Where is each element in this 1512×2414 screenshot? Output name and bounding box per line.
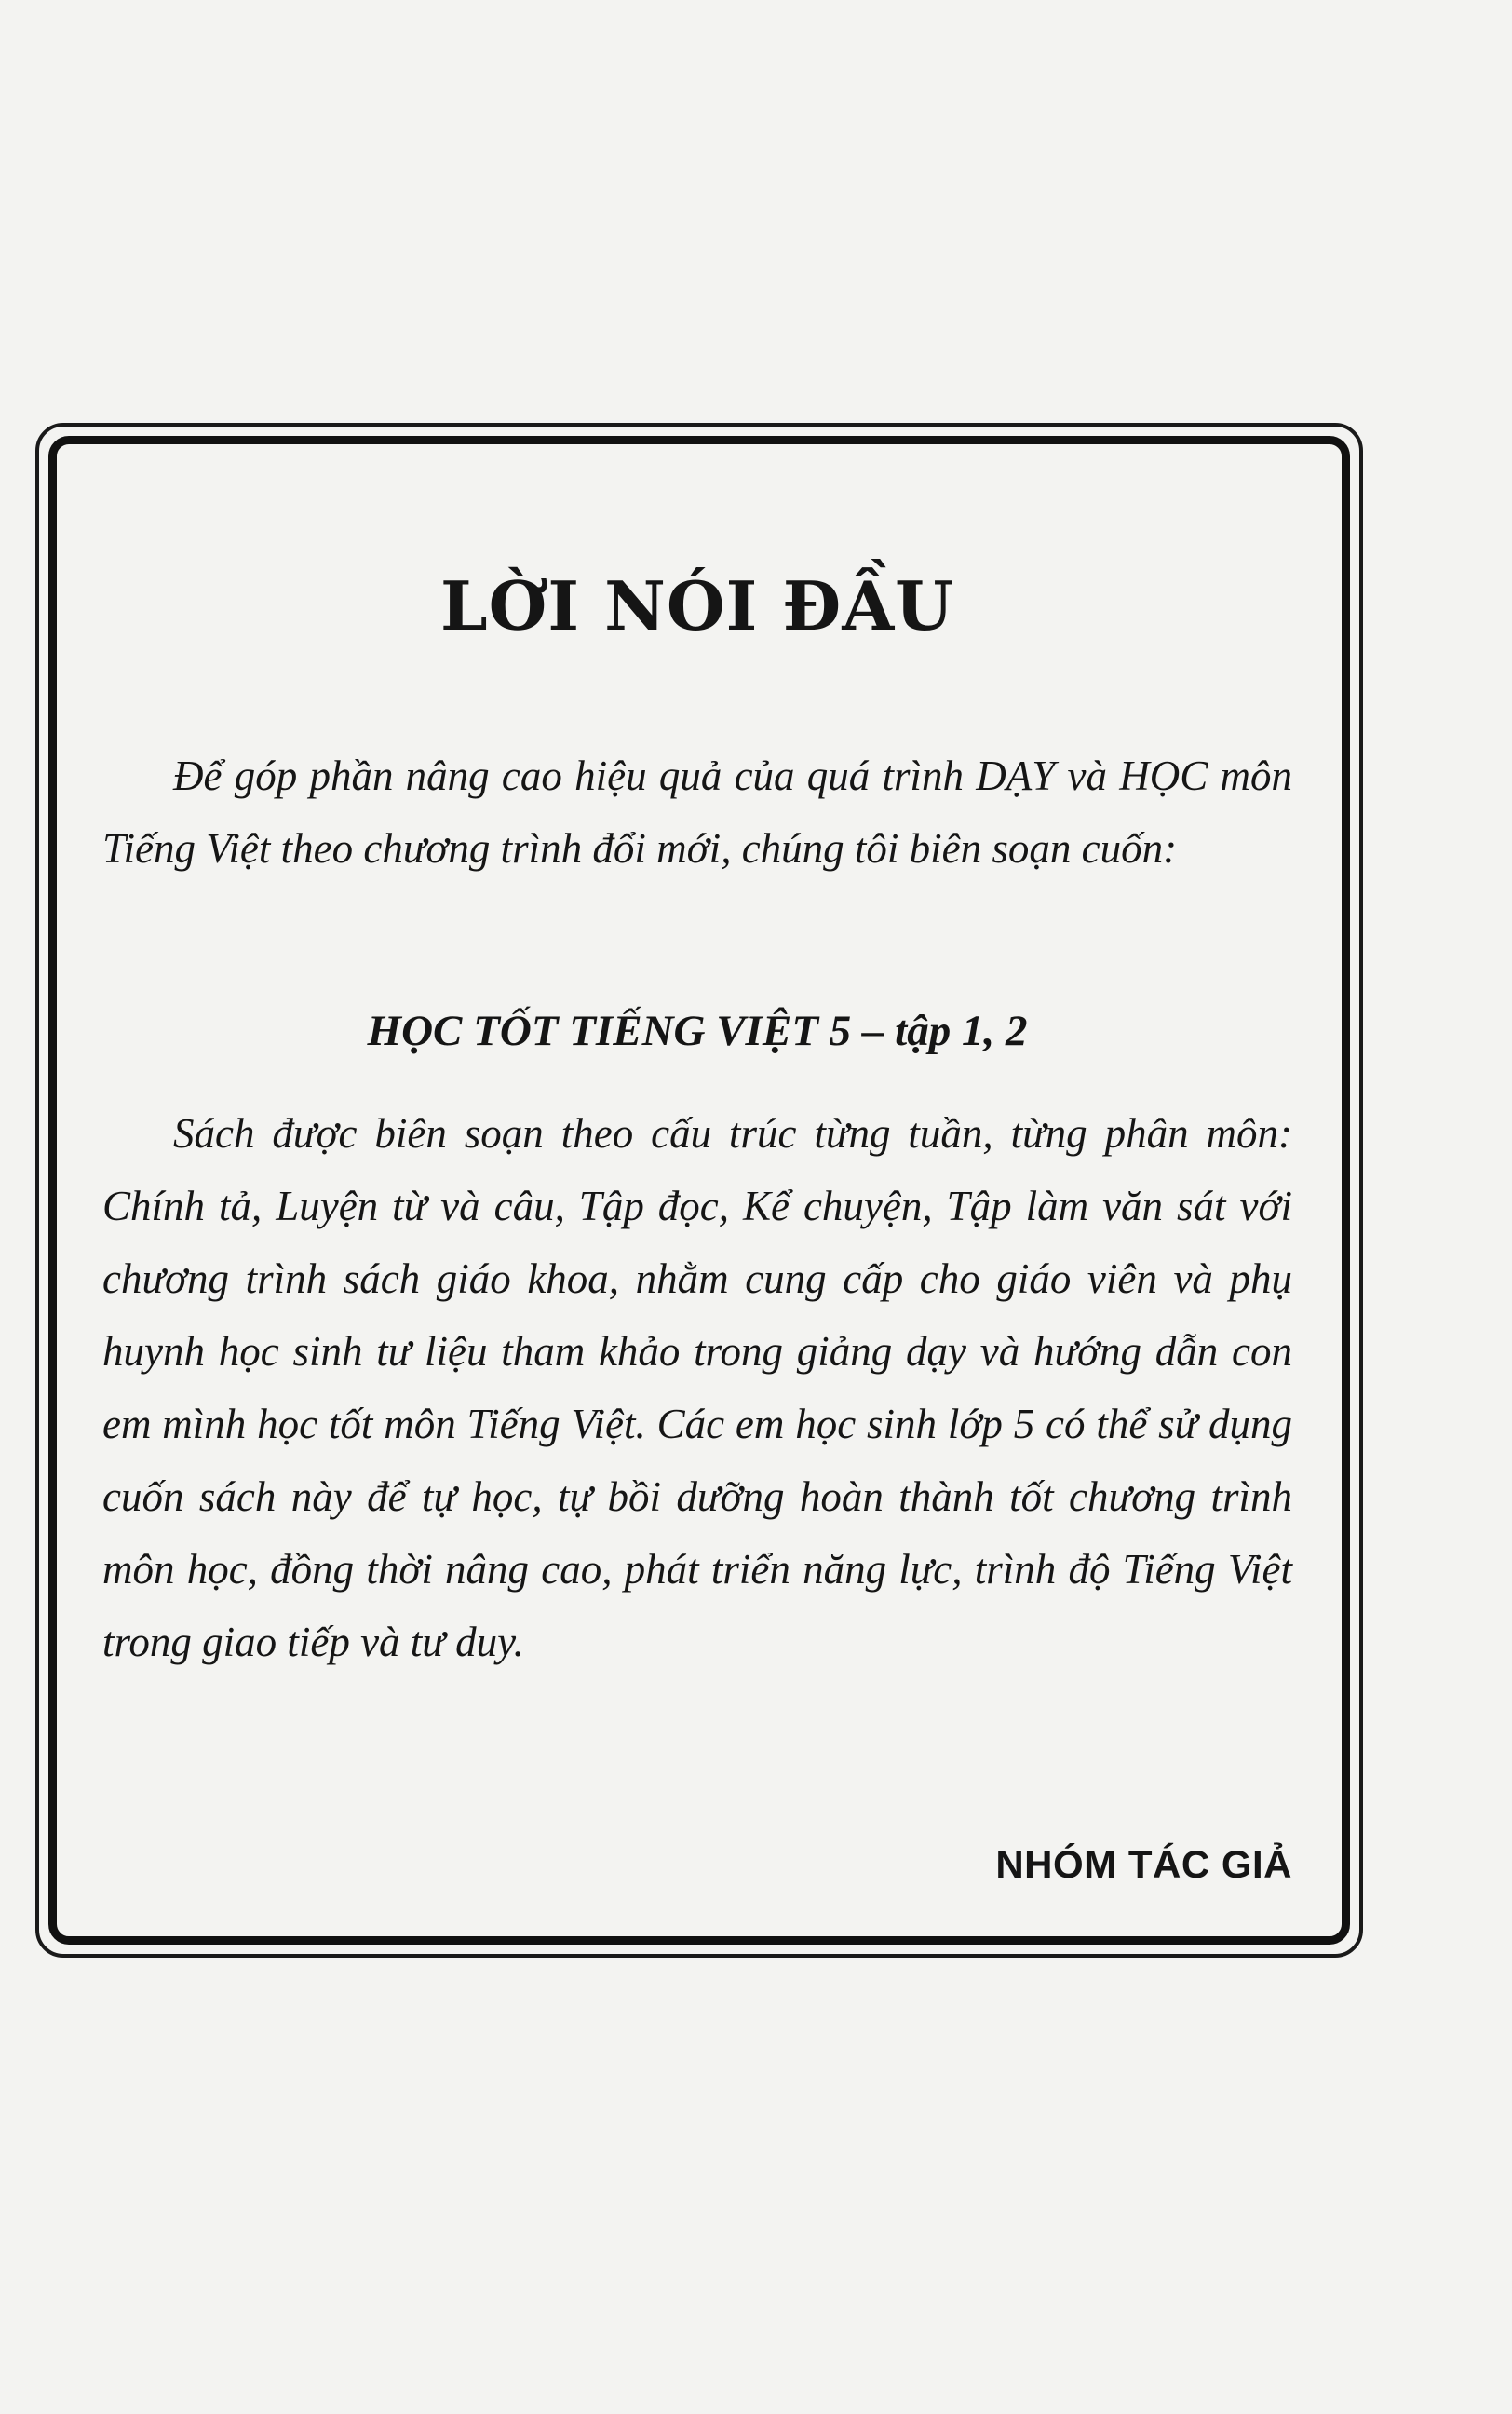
author-signature: NHÓM TÁC GIẢ: [995, 1842, 1292, 1886]
intro-paragraph: Để góp phần nâng cao hiệu quả của quá trình DẠY và HỌC môn Tiếng Việt theo chương trình đổi mới, chúng tôi biên soạn cuốn:: [102, 753, 1292, 872]
description-paragraph: Sách được biên soạn theo cấu trúc từng tuần, từng phân môn: Chính tả, Luyện từ và câu, Tập đọc, Kể chuyện, Tập làm văn sát với chương trình sách giáo khoa, nhằm cung cấp cho giáo viên và phụ huynh học sinh tư liệu tham khảo trong giảng dạy và hướng dẫn con em mình học tốt môn Tiếng Việt. Các em học sinh lớp 5 có thể sử dụng cuốn sách này để tự học, tự bồi dưỡng hoàn thành tốt chương trình môn học, đồng thời nâng cao, phát triển năng lực, trình độ Tiếng Việt trong giao tiếp và tư duy.: [102, 1110, 1292, 1665]
page-title: LỜI NÓI ĐẦU: [440, 566, 954, 645]
book-title: HỌC TỐT TIẾNG VIỆT 5 – tập 1, 2: [367, 1007, 1028, 1055]
